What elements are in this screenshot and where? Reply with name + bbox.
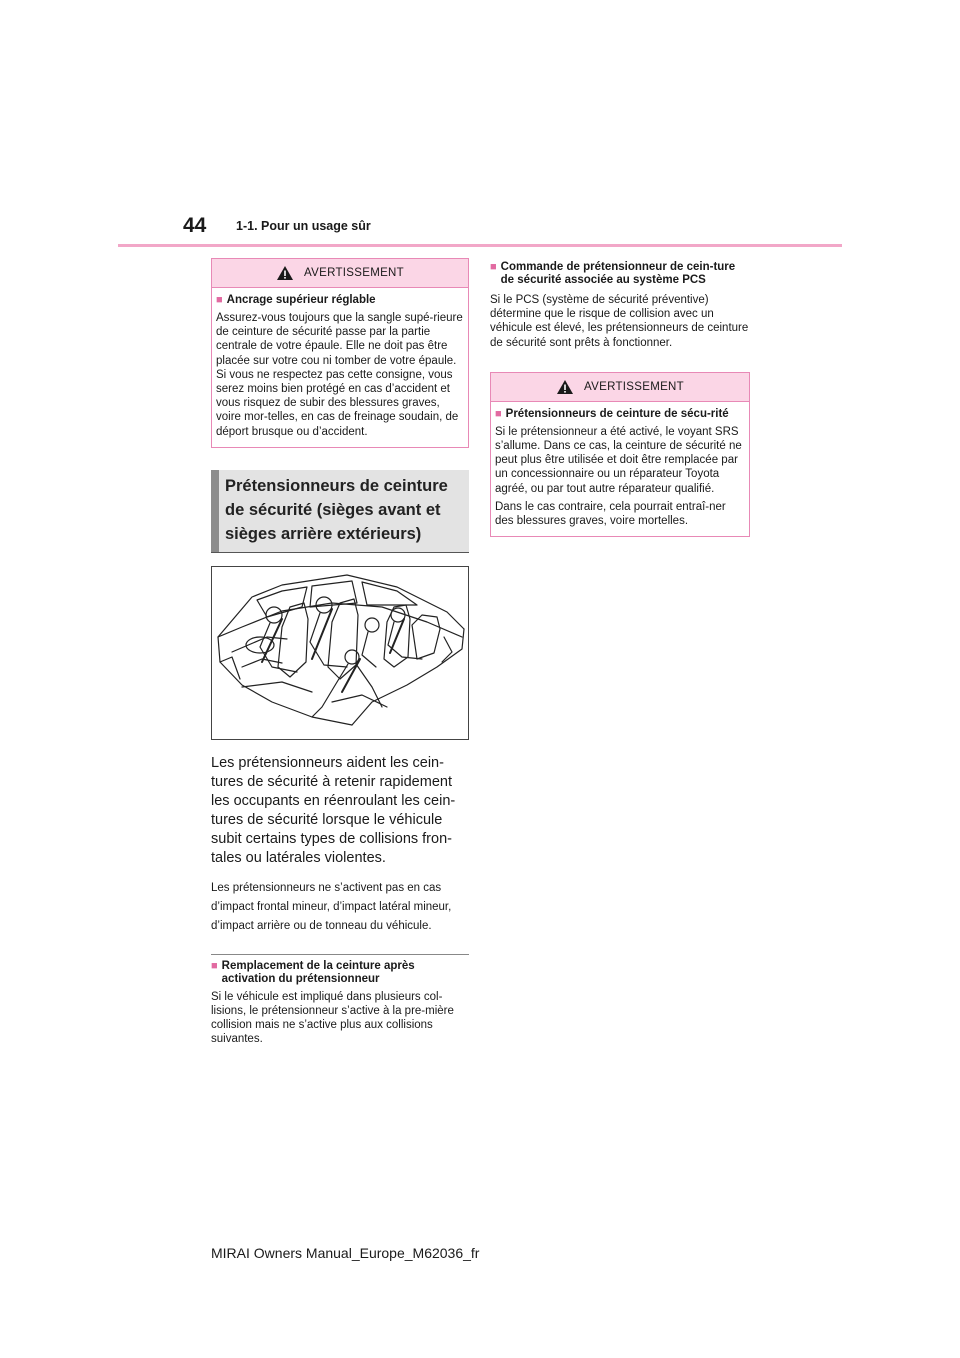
warning-triangle-icon [276,265,294,281]
warning-title: AVERTISSEMENT [304,267,404,279]
seatbelt-pretensioner-figure [211,566,469,740]
warning-subheading [216,294,463,307]
section-label: 1-1. Pour un usage sûr [236,219,371,233]
warning-text-1: Si le prétensionneur a été activé, le voyant SRS s’allume. Dans ce cas, la ceinture de sécurité ne peut plus être utilisée et doit être remplacée par un concessionnaire ou un réparateur Toyota agréé, ou par tout autre réparateur qualifié. [495,425,742,495]
pcs-text: Si le PCS (système de sécurité préventive) détermine que le risque de collision avec un véhicule est élevé, les prétensionneurs de ceinture de sécurité sont prêts à fonctionner. [490,294,749,349]
square-bullet-icon: ■ [211,959,218,972]
footer-text: MIRAI Owners Manual_Europe_M62036_fr [211,1245,480,1261]
seatbelt-pretensioner-cabin-illustration [212,567,468,739]
heading-rule [211,552,469,553]
page-number: 44 [183,214,207,237]
square-bullet-icon: ■ [495,407,502,420]
replacement-heading-text: Remplacement de la ceinture après activation du prétensionneur [221,959,415,985]
warning-body [212,288,468,447]
square-bullet-icon: ■ [490,261,497,273]
warning-triangle-icon [556,379,574,395]
left-column [211,258,469,1047]
replacement-text: Si le véhicule est impliqué dans plusieurs col-lisions, le prétensionneur s’active à la pre-mière collision mais ne s’active plus aux collisions suivantes. [211,990,454,1046]
warning-box-pretensioner [490,372,750,537]
warning-title: AVERTISSEMENT [584,380,684,393]
header-rule [118,244,842,247]
warning-text-2: Dans le cas contraire, cela pourrait entraî-ner des blessures graves, voire mortelles. [495,500,726,528]
warning-body [491,402,749,536]
replacement-subsection [211,960,469,1047]
replacement-heading [211,960,469,986]
right-column [490,258,750,537]
warning-box-upper-anchor [211,258,469,448]
warning-subheading-text: Prétensionneurs de ceinture de sécu-rité [505,407,729,420]
pretensioner-note: Les prétensionneurs ne s’activent pas en cas d’impact frontal mineur, d’impact latéral mineur, d’impact arrière ou de tonneau du véhicule. [211,881,452,932]
pcs-subsection [490,261,750,350]
pcs-heading-text: Commande de prétensionneur de cein-ture de sécurité associée au système PCS [500,261,736,286]
divider [211,954,469,955]
warning-header [212,259,468,288]
warning-header [491,373,749,402]
square-bullet-icon: ■ [216,294,223,306]
warning-text: Assurez-vous toujours que la sangle supé-rieure de ceinture de sécurité passe par la partie centrale de votre épaule. Elle ne doit pas être placée sur votre cou ni tomber de votre épaule. Si vous ne respectez pas cette consigne, vous serez moins bien protégé en cas d’accident et vous risquez de subir des blessures graves, voire mor-telles, en cas de freinage soudain, de déport brusque ou d’accident. [216,312,463,438]
warning-subheading-text: Ancrage supérieur réglable [226,294,376,306]
pretensioner-description: Les prétensionneurs aident les cein-tures de sécurité à retenir rapidement les occupants en réenroulant les cein-tures de sécurité lorsque le véhicule subit certains types de collisions fron-tales ou latérales violentes. [211,754,456,866]
pcs-heading [490,261,750,287]
warning-subheading [495,408,744,421]
section-heading: Prétensionneurs de ceinture de sécurité (sièges avant et sièges arrière extérieurs) [211,470,469,552]
